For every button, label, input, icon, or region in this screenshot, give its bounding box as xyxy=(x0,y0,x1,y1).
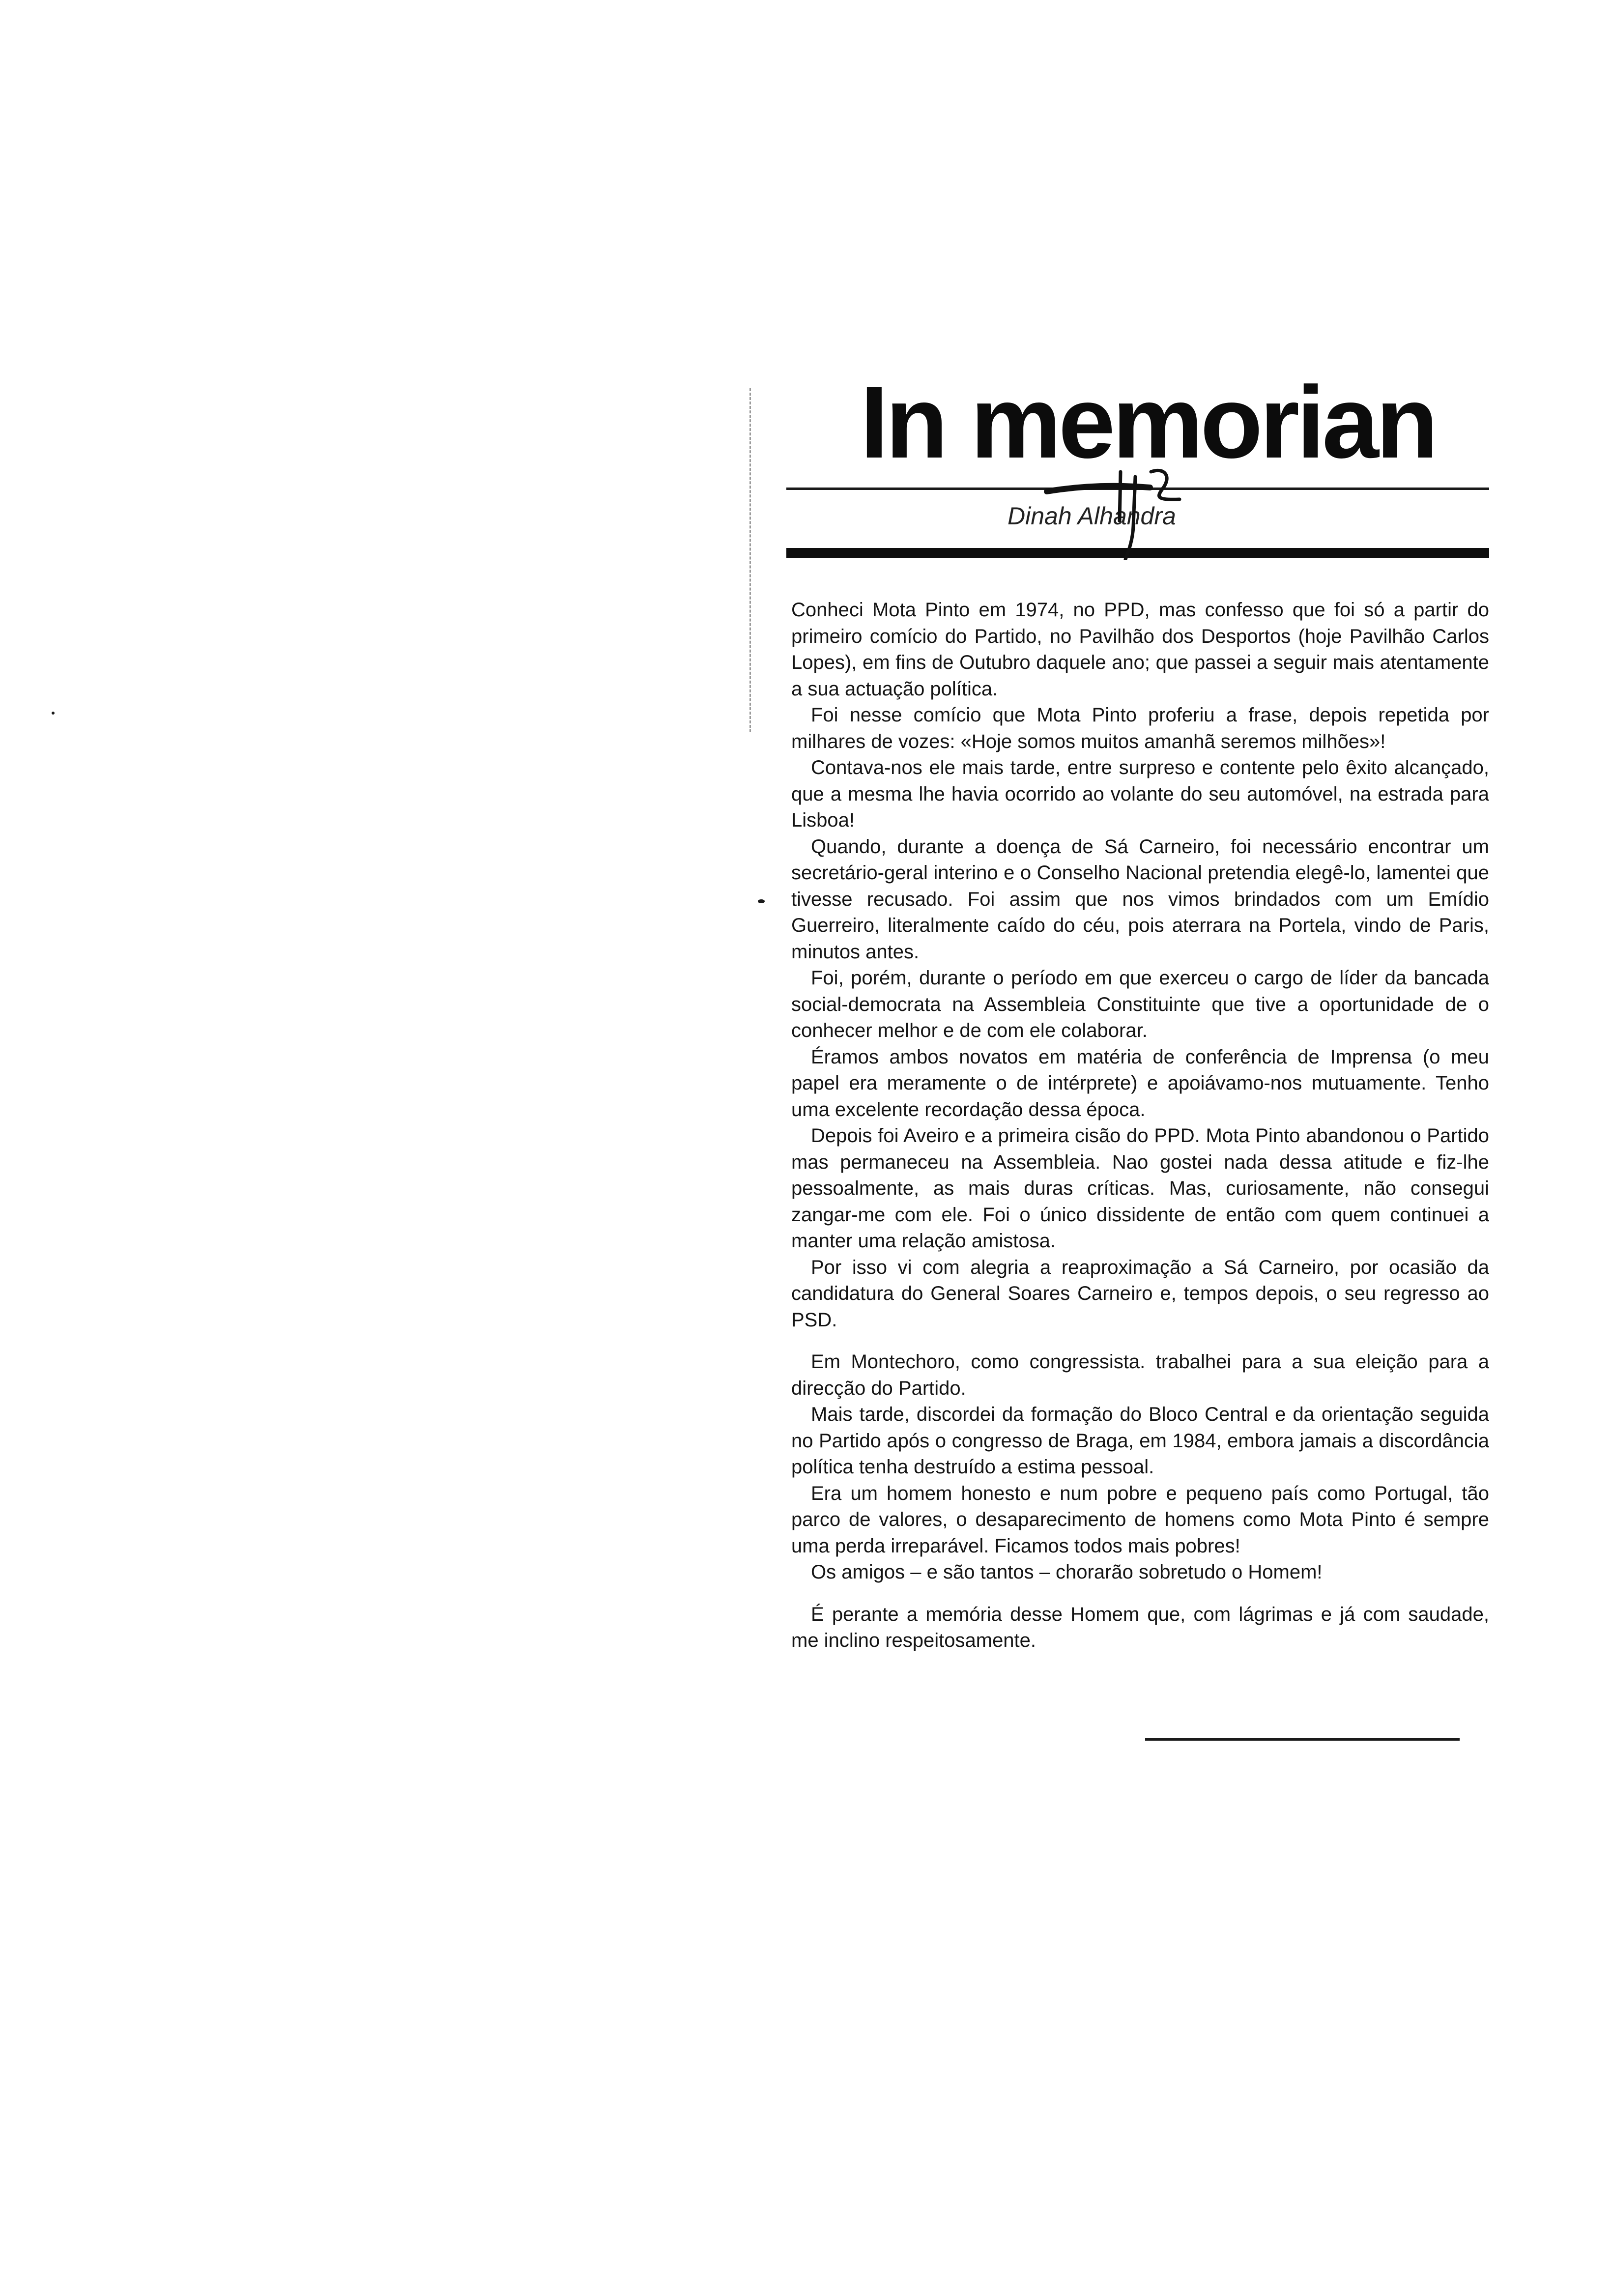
handwritten-annotation xyxy=(1037,462,1234,560)
article-paragraph: Éramos ambos novatos em matéria de conferência de Imprensa (o meu papel era meramente o de intérprete) e apoiávamo-nos mutuamente. Tenho uma excelente recordação dessa época. xyxy=(791,1046,1489,1120)
article-paragraph: Em Montechoro, como congressista. trabalhei para a sua eleição para a direcção do Partido. xyxy=(791,1351,1489,1399)
scan-margin-marks xyxy=(749,388,753,732)
article-paragraph: Foi, porém, durante o período em que exerceu o cargo de líder da bancada social-democrata na Assembleia Constituinte que tive a oportunidade de o conhecer melhor e de com ele colaborar. xyxy=(791,967,1489,1041)
article-paragraph: Quando, durante a doença de Sá Carneiro, foi necessário encontrar um secretário-geral interino e o Conselho Nacional pretendia elegê-lo, lamentei que tivesse recusado. Foi assim que nos vimos brindados com um Emídio Guerreiro, literalmente caído do céu, pois aterrara na Portela, vindo de Paris, minutos antes. xyxy=(791,835,1489,963)
newspaper-clipping xyxy=(767,354,1489,1764)
article-paragraph: Mais tarde, discordei da formação do Bloco Central e da orientação seguida no Partido após o congresso de Braga, em 1984, embora jamais a discordância política tenha destruído a estima pessoal. xyxy=(791,1404,1489,1478)
article-paragraph: Era um homem honesto e num pobre e pequeno país como Portugal, tão parco de valores, o desaparecimento de homens como Mota Pinto é sempre uma perda irreparável. Ficamos todos mais pobres! xyxy=(791,1482,1489,1557)
scan-speck xyxy=(758,899,765,903)
article-paragraph: É perante a memória desse Homem que, com lágrimas e já com saudade, me inclino respeitosamente. xyxy=(791,1603,1489,1651)
article-paragraph: Conheci Mota Pinto em 1974, no PPD, mas confesso que foi só a partir do primeiro comício do Partido, no Pavilhão dos Desportos (hoje Pavilhão Carlos Lopes), em fins de Outubro daquele ano; que passei a seguir mais atentamente a sua actuação política. xyxy=(791,599,1489,700)
article-paragraph: Por isso vi com alegria a reaproximação a Sá Carneiro, por ocasião da candidatura do General Soares Carneiro e, tempos depois, o seu regresso ao PSD. xyxy=(791,1256,1489,1331)
article-byline: Dinah Alhandra xyxy=(1008,502,1176,530)
scan-speck xyxy=(52,712,55,715)
article-title: In memorian xyxy=(860,366,1436,480)
article-paragraph: Os amigos – e são tantos – chorarão sobretudo o Homem! xyxy=(811,1561,1323,1583)
article-paragraph: Foi nesse comício que Mota Pinto proferiu a frase, depois repetida por milhares de vozes: «Hoje somos muitos amanhã seremos milhões»! xyxy=(791,704,1489,752)
end-rule xyxy=(1145,1738,1460,1741)
article-paragraph: Contava-nos ele mais tarde, entre surpreso e contente pelo êxito alcançado, que a mesma lhe havia ocorrido ao volante do seu automóvel, na estrada para Lisboa! xyxy=(791,757,1489,831)
article-paragraph: Depois foi Aveiro e a primeira cisão do PPD. Mota Pinto abandonou o Partido mas permaneceu na Assembleia. Nao gostei nada dessa atitude e fiz-lhe pessoalmente, as mais duras críticas. Mas, curiosamente, não consegui zangar-me com ele. Foi o único dissidente de então com quem continuei a manter uma relação amistosa. xyxy=(791,1125,1489,1252)
article-body xyxy=(791,597,1489,1654)
